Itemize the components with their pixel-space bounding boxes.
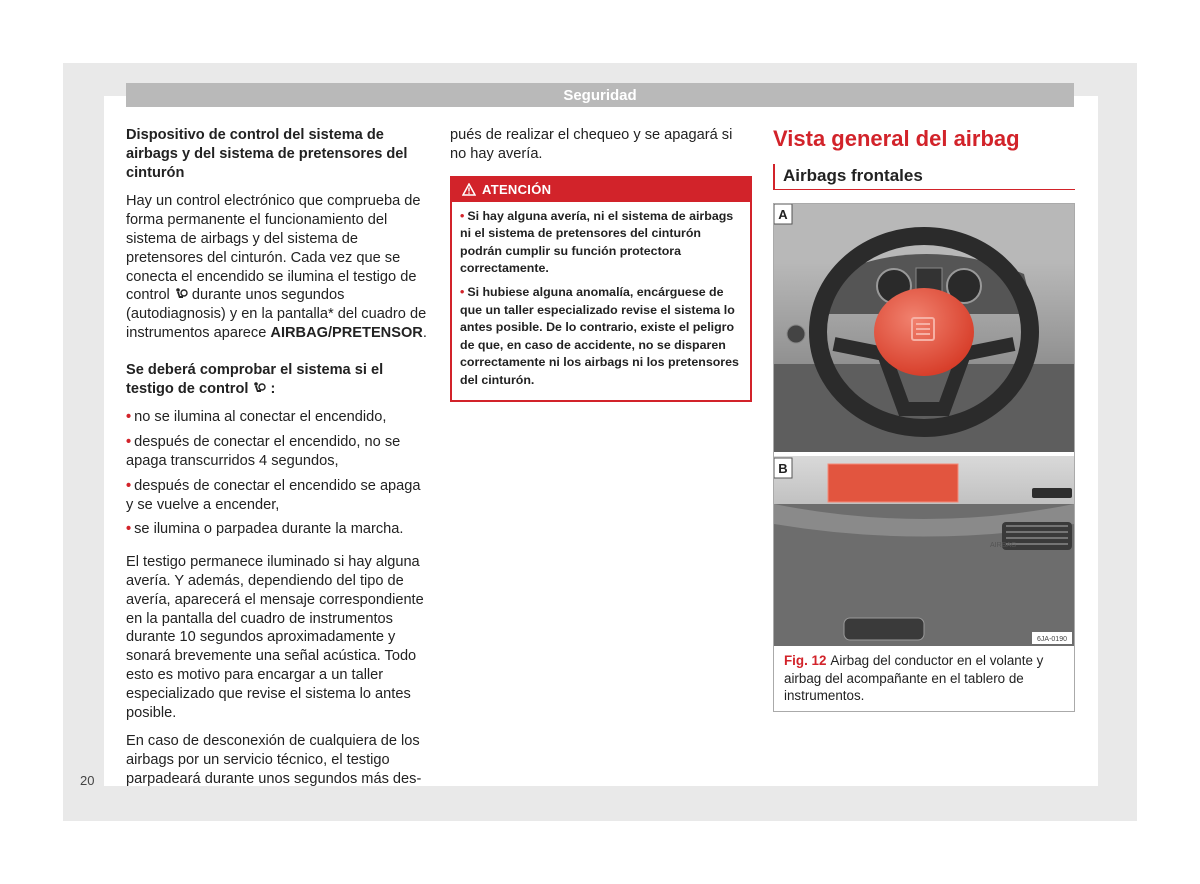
section-title: Vista general del airbag bbox=[773, 126, 1020, 151]
figure-code: 6JA-0190 bbox=[1037, 636, 1067, 643]
warning-body bbox=[452, 202, 750, 400]
column-middle bbox=[450, 126, 752, 402]
figure bbox=[773, 203, 1075, 712]
bullet-icon: • bbox=[460, 284, 465, 299]
airbag-warning-icon bbox=[174, 287, 188, 301]
bullet-icon: • bbox=[126, 434, 132, 451]
figure-caption: Fig. 12 Airbag del conductor en el volante y airbag del acompañante en el tablero de instrumentos. bbox=[784, 653, 1044, 704]
section-header: Seguridad bbox=[126, 83, 1074, 107]
bullet-icon: • bbox=[126, 521, 132, 538]
bullet-icon: • bbox=[460, 208, 465, 223]
warning-box bbox=[450, 176, 752, 402]
list-item: • se ilumina o parpadea durante la marcha. bbox=[126, 521, 404, 538]
column-right bbox=[773, 126, 1075, 712]
list-item: • después de conectar el encendido, no se apaga transcurridos 4 segundos, bbox=[126, 434, 401, 469]
paragraph-control-description: Hay un control electrónico que comprueba de forma permanente el funcionamiento del sistema de airbags y del sistema de pretensores del cinturón. Cada vez que se conecta el encendido se ilumina el testigo de control durante unos segundos (autodiagnosis) y en la pantalla* del cuadro de instrumentos aparece AIRBAG/PRETENSOR. bbox=[126, 193, 427, 341]
warning-item: • Si hay alguna avería, ni el sistema de airbags ni el sistema de pretensores del cinturón podrán cumplir su función protectora correctamente. bbox=[460, 208, 734, 276]
warning-triangle-icon bbox=[462, 183, 476, 196]
list-item: • no se ilumina al conectar el encendido, bbox=[126, 409, 387, 426]
bullet-icon: • bbox=[126, 477, 132, 494]
airbag-warning-icon bbox=[252, 381, 266, 395]
list-item: • después de conectar el encendido se apaga y se vuelve a encender, bbox=[126, 477, 421, 513]
airbag-embossed-text: AIRBAG bbox=[990, 542, 1017, 549]
warning-item: • Si hubiese alguna anomalía, encárguese de que un taller especializado revise el sistema lo antes posible. De lo contrario, existe el peligro de que, en caso de accidente, no se disparen correctamente ni los airbags ni los pretensores del cinturón. bbox=[460, 284, 739, 387]
page-number: 20 bbox=[80, 773, 95, 788]
panel-a-label: A bbox=[778, 207, 788, 222]
paragraph-fault-lamp: El testigo permanece iluminado si hay alguna avería. Y además, dependiendo del tipo de avería, aparecerá el mensaje correspondiente en la pantalla del cuadro de instrumentos durante 10 segundos aproximadamente y sonará brevemente una señal acústica. Todo esto es motivo para encargar a un taller especializado que revise el sistema lo antes posible. bbox=[126, 554, 424, 721]
warning-header: ATENCIÓN bbox=[452, 178, 750, 202]
panel-b-label: B bbox=[778, 461, 788, 476]
subsection-title: Airbags frontales bbox=[773, 164, 1075, 190]
column-left bbox=[126, 126, 428, 799]
figure-label: Fig. 12 bbox=[784, 653, 827, 668]
figure-image bbox=[774, 204, 1074, 646]
bullet-icon: • bbox=[126, 409, 132, 426]
paragraph-continuation: pués de realizar el chequeo y se apagará si no hay avería. bbox=[450, 127, 733, 162]
subheading-control-device: Dispositivo de control del sistema de airbags y del sistema de pretensores del cinturón bbox=[126, 127, 408, 181]
subheading-check-system: Se deberá comprobar el sistema si el testigo de control : bbox=[126, 361, 384, 397]
paragraph-disconnection: En caso de desconexión de cualquiera de los airbags por un servicio técnico, el testigo parpadeará durante unos segundos más des- bbox=[126, 733, 422, 787]
